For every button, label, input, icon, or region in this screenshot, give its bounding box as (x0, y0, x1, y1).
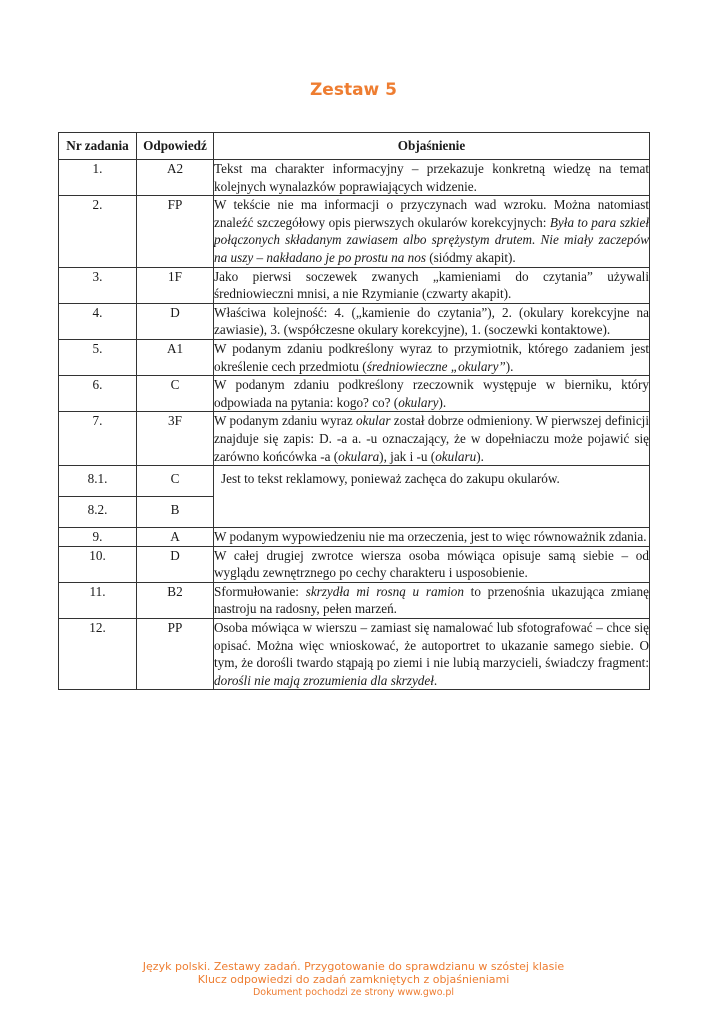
table-row (59, 160, 650, 196)
explanation: W podanym wypowiedzeniu nie ma orzeczenia, jest to więc równoważnik zdania. (214, 528, 650, 547)
table-row (59, 412, 650, 466)
table-row (59, 376, 650, 412)
answer: FP (137, 196, 214, 267)
answer: A (137, 528, 214, 547)
answer: A1 (137, 339, 214, 375)
answer: B2 (137, 582, 214, 618)
explanation-text: Osoba mówiąca w wierszu – zamiast się namalować lub sfotografować – chce się opisać. Można więc wnioskować, że autoportret to ukazanie samego siebie. O tym, że dorośli twardo stąpają po ziemi i nie lubią marzycieli, świadczy fragment: (214, 620, 649, 671)
explanation-text: W podanym zdaniu podkreślony rzeczownik występuje w bierniku, który odpowiada na pytania: kogo? co? ( (214, 377, 649, 410)
table-row (59, 582, 650, 618)
footer-section-title: Klucz odpowiedzi do zadań zamkniętych z objaśnieniami (197, 973, 510, 986)
task-number: 1. (59, 160, 137, 196)
explanation-quote: okulary (398, 394, 439, 410)
explanation-text: ). (476, 448, 484, 464)
table-row (59, 303, 650, 339)
answer: B (137, 497, 214, 528)
table-row (59, 339, 650, 375)
table-row (59, 196, 650, 267)
header-explanation: Objaśnienie (214, 133, 650, 160)
explanation (214, 619, 650, 690)
task-number: 8.1. (59, 466, 137, 497)
explanation (214, 339, 650, 375)
explanation-text: ), jak i -u ( (379, 448, 436, 464)
task-number: 2. (59, 196, 137, 267)
table-row (59, 619, 650, 690)
page-title: Zestaw 5 (309, 80, 398, 100)
answer: 1F (137, 267, 214, 303)
table-row (59, 466, 650, 497)
task-number: 6. (59, 376, 137, 412)
task-number: 7. (59, 412, 137, 466)
table-row (59, 267, 650, 303)
table-row (59, 528, 650, 547)
explanation-text: został dobrze odmieniony. W pierwszej definicji znajduje się zapis: D. -a a. -u oznaczający, że w dopełniaczu może pojawić się zarówno końcówka -a ( (214, 413, 649, 464)
explanation-text: (siódmy akapit). (425, 249, 516, 265)
task-number: 12. (59, 619, 137, 690)
explanation-quote: okular (356, 413, 391, 429)
explanation: Właściwa kolejność: 4. („kamienie do czytania”), 2. (okulary korekcyjne na zawiasie), 3. (współczesne okulary korekcyjne), 1. (soczewki kontaktowe). (214, 303, 650, 339)
explanation (214, 582, 650, 618)
explanation: W całej drugiej zwrotce wiersza osoba mówiąca opisuje samą siebie – od wyglądu zewnętrznego po cechy charakteru i usposobienie. (214, 546, 650, 582)
explanation-quote: średniowieczne „okulary” (366, 358, 506, 374)
explanation-quote: dorośli nie mają zrozumienia dla skrzydeł (214, 672, 434, 688)
explanation-quote: okulara (338, 448, 380, 464)
answer: D (137, 303, 214, 339)
explanation-text: ). (438, 394, 447, 410)
explanation-text: W tekście nie ma informacji o przyczynach wad wzroku. Można natomiast znaleźć szczegółowy opis pierwszych okularów korekcyjnych: (214, 197, 649, 230)
task-number: 9. (59, 528, 137, 547)
explanation (214, 412, 650, 466)
explanation-quote: Była to para szkieł połączonych składanym zawiasem albo sprężystym drutem. Nie miały zaczepów na uszy – nakładano je po prostu na nos (214, 214, 649, 265)
answer-key-table (58, 132, 650, 690)
explanation (214, 196, 650, 267)
answer: C (137, 466, 214, 497)
explanation-text: to przenośnia ukazująca zmianę nastroju na radosny, pełen marzeń. (214, 583, 649, 617)
answer: A2 (137, 160, 214, 196)
explanation (214, 376, 650, 412)
explanation-quote: skrzydła mi rosną u ramion (305, 583, 464, 599)
task-number: 4. (59, 303, 137, 339)
task-number: 10. (59, 546, 137, 582)
explanation-text: ). (505, 358, 514, 374)
answer: D (137, 546, 214, 582)
explanation-text: . (433, 672, 438, 688)
header-answer: Odpowiedź (137, 133, 214, 160)
answer: PP (137, 619, 214, 690)
explanation-text: Sformułowanie: (214, 583, 306, 599)
explanation-text: W podanym zdaniu podkreślony wyraz to przymiotnik, którego zadaniem jest określenie cech przedmiotu ( (214, 340, 649, 374)
footer-source: Dokument pochodzi ze strony www.gwo.pl (252, 987, 455, 998)
explanation: Tekst ma charakter informacyjny – przekazuje konkretną wiedzę na temat kolejnych wynalazków poprawiających widzenie. (214, 160, 650, 196)
explanation: Jako pierwsi soczewek zwanych „kamieniami do czytania” używali średniowieczni mnisi, a nie Rzymianie (czwarty akapit). (214, 267, 650, 303)
footer-book-title: Język polski. Zestawy zadań. Przygotowanie do sprawdzianu w szóstej klasie (142, 960, 565, 973)
task-number: 8.2. (59, 497, 137, 528)
explanation: Jest to tekst reklamowy, ponieważ zachęca do zakupu okularów. (214, 466, 650, 528)
answer: C (137, 376, 214, 412)
task-number: 5. (59, 339, 137, 375)
answer: 3F (137, 412, 214, 466)
table-row (59, 546, 650, 582)
table-header-row (59, 133, 650, 160)
header-task-number: Nr zadania (59, 133, 137, 160)
task-number: 3. (59, 267, 137, 303)
page-footer (0, 960, 707, 999)
explanation-quote: okularu (435, 448, 477, 464)
task-number: 11. (59, 582, 137, 618)
explanation-text: W podanym zdaniu wyraz (214, 413, 357, 429)
